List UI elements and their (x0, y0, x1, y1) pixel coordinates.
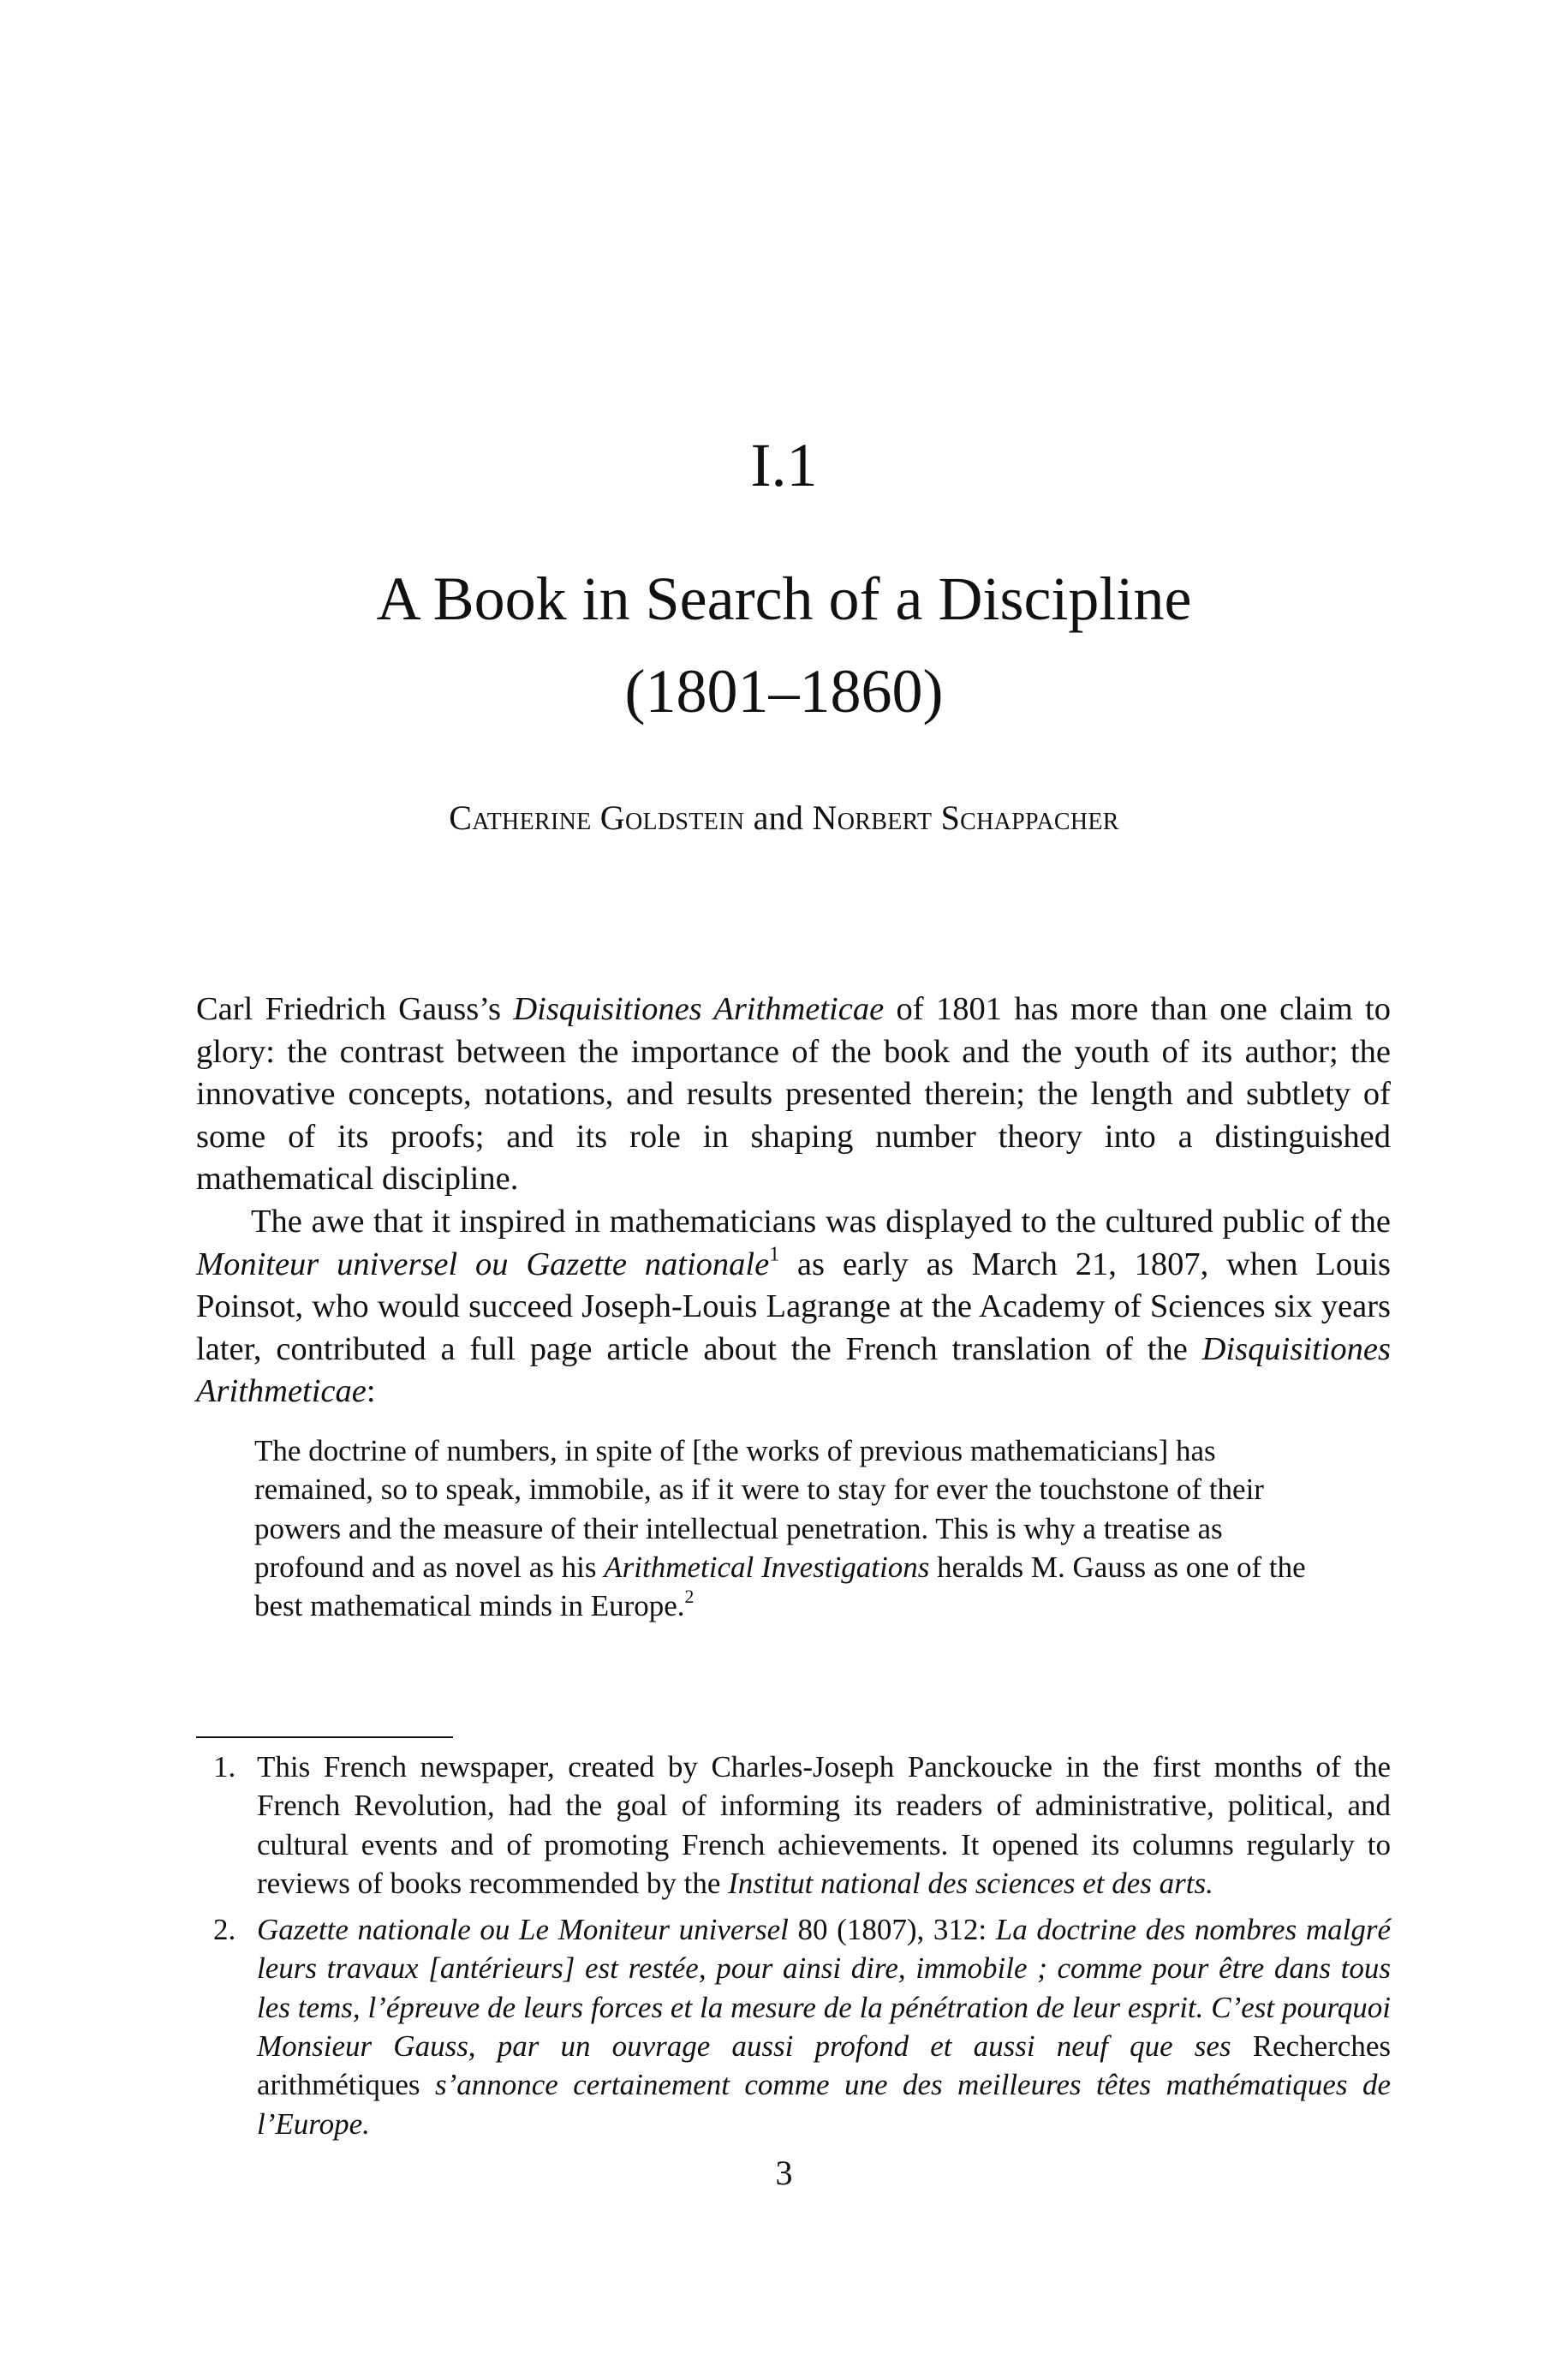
newspaper-title-italic: Moniteur universel ou Gazette nationale (196, 1246, 770, 1282)
footnote-2-text-d: Recherches arithmétiques (257, 2029, 1391, 2102)
block-quote (254, 1431, 1335, 1625)
quote-book-title-italic: Arithmetical Investigations (604, 1550, 930, 1584)
footnote-2-italic-e: s’annonce certainement comme une des meilleures têtes mathématiques de l’Europe. (257, 2068, 1391, 2141)
book-title-italic: Disquisitiones Arithmeticae (513, 991, 885, 1027)
chapter-number: I.1 (750, 431, 818, 499)
book-title-italic-2: Disquisitiones Arithmeticae (196, 1330, 1391, 1410)
author-line (0, 797, 1568, 839)
chapter-title-line1: A Book in Search of a Discipline (376, 565, 1192, 633)
paragraph-2-text-e: : (366, 1373, 376, 1410)
quote-text-a: The doctrine of numbers, in spite of [the works of previous mathematicians] has remained, so to speak, immobile, as if it were to stay for ever the touchstone of their powers and the measure of their intellectual penetration. This is why a treatise as profound and as novel as his (254, 1434, 1264, 1584)
author-goldstein: Catherine Goldstein (449, 798, 745, 837)
footnote-2 (196, 1910, 1391, 2143)
footnote-1-italic: Institut national des sciences et des arts. (728, 1866, 1213, 1900)
chapter-title (0, 553, 1568, 738)
footnote-1 (196, 1748, 1391, 1903)
paragraph-1-text-a: Carl Friedrich Gauss’s (196, 991, 514, 1027)
footnote-number: 1. (213, 1750, 236, 1784)
quote-text-c: heralds M. Gauss as one of the best mathematical minds in Europe. (254, 1550, 1306, 1623)
footnotes (196, 1748, 1391, 2151)
author-schappacher: Norbert Schappacher (812, 798, 1119, 837)
chapter-title-line2: (1801–1860) (624, 657, 944, 726)
paragraph-2 (196, 1201, 1391, 1413)
author-conjunction: and (753, 798, 804, 837)
footnote-1-text-a: This French newspaper, created by Charles-Joseph Panckoucke in the first months of the French Revolution, had the goal of informing its readers of administrative, political, and cultural events and of promoting French achievements. It opened its columns regularly to reviews of books recommended by the (257, 1750, 1391, 1900)
paragraph-2-text-a: The awe that it inspired in mathematicians was displayed to the cultured public of the (251, 1203, 1391, 1240)
paragraph-1 (196, 989, 1391, 1201)
footnote-ref-2[interactable]: 2 (684, 1586, 695, 1607)
paragraph-1-text-c: of 1801 has more than one claim to glory: the contrast between the importance of the book and the youth of its author; the innovative concepts, notations, and results presented therein; the length and subtlety of some of its proofs; and its role in shaping number theory into a distinguished mathematical discipline. (196, 991, 1391, 1198)
main-text (196, 989, 1391, 1413)
footnote-2-text-b: 80 (1807), 312: (788, 1913, 996, 1947)
footnote-separator (196, 1736, 453, 1738)
paragraph-2-text-c: as early as March 21, 1807, when Louis Poinsot, who would succeed Joseph-Louis Lagrange at the Academy of Sciences six years later, contributed a full page article about the French translation of the (196, 1246, 1391, 1367)
footnote-2-italic-c: La doctrine des nombres malgré leurs travaux [antérieurs] est restée, pour ainsi dire, immobile ; comme pour être dans tous les tems, l’épreuve de leurs forces et la mesure de la pénétration de leur esprit. C’est pourquoi Monsieur Gauss, par un ouvrage aussi profond et aussi neuf que ses (257, 1913, 1391, 2064)
footnote-ref-1[interactable]: 1 (769, 1242, 780, 1265)
footnote-number: 2. (213, 1913, 236, 1947)
footnote-2-italic-a: Gazette nationale ou Le Moniteur universel (257, 1913, 789, 1947)
page-number: 3 (775, 2154, 793, 2192)
